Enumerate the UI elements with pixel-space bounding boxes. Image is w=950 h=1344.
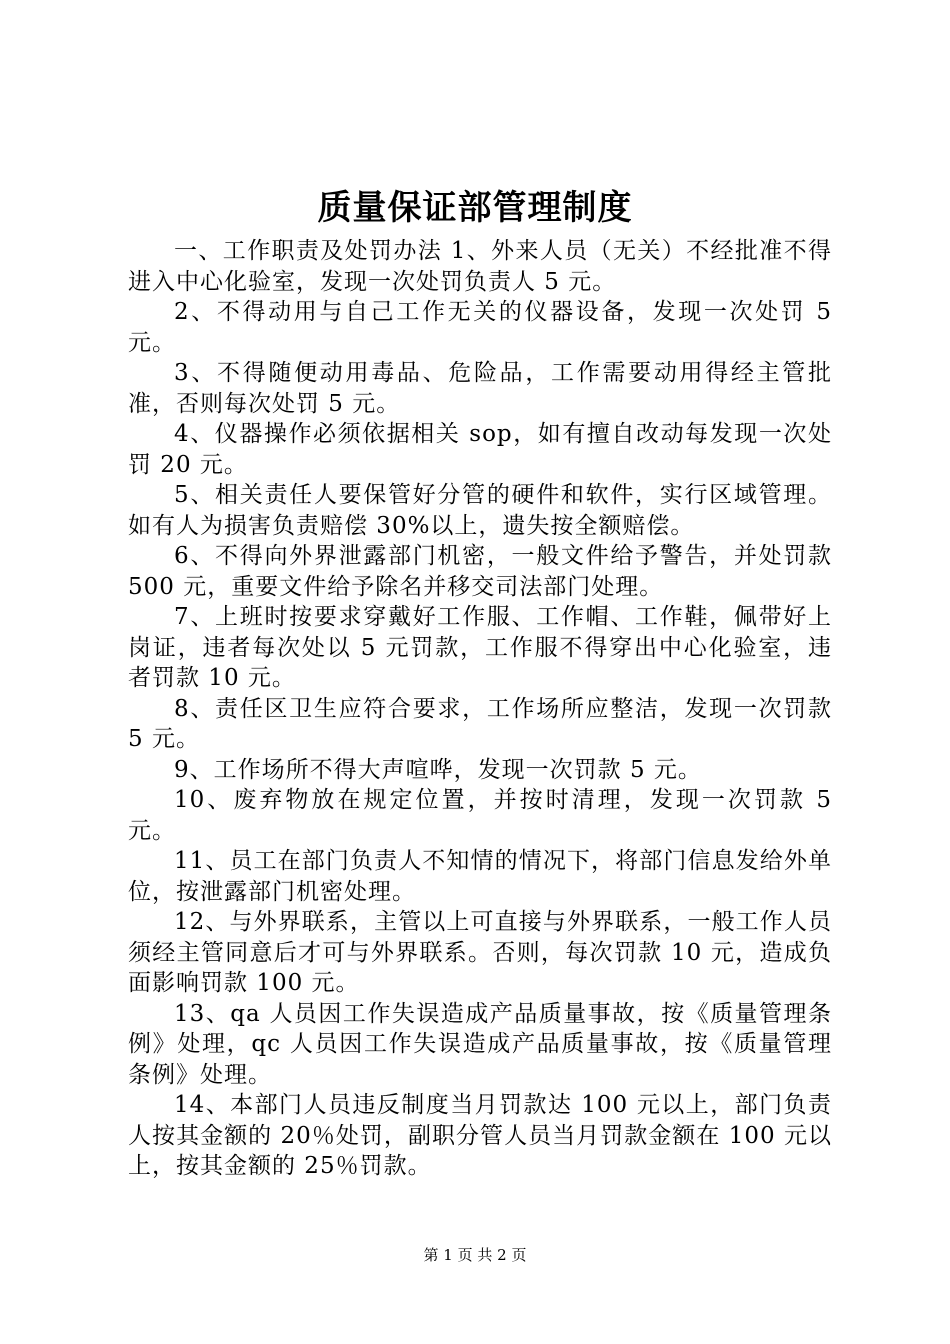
document-body [128,236,832,1182]
paragraph-9: 9、工作场所不得大声喧哗，发现一次罚款 5 元。 [174,756,702,783]
paragraph-4: 4、仪器操作必须依据相关 sop，如有擅自改动每发现一次处罚 20 元。 [128,421,832,478]
paragraph-6: 6、不得向外界泄露部门机密，一般文件给予警告，并处罚款 500 元，重要文件给予除名并移交司法部门处理。 [128,543,832,600]
paragraph-2: 2、不得动用与自己工作无关的仪器设备，发现一次处罚 5 元。 [128,299,832,356]
document-title: 质量保证部管理制度 [317,188,633,228]
paragraph-1: 一、工作职责及处罚办法 1、外来人员（无关）不经批准不得进入中心化验室，发现一次处罚负责人 5 元。 [128,238,832,295]
paragraph-13: 13、qa 人员因工作失误造成产品质量事故，按《质量管理条例》处理，qc 人员因工作失误造成产品质量事故，按《质量管理条例》处理。 [128,1000,832,1088]
paragraph-11: 11、员工在部门负责人不知情的情况下，将部门信息发给外单位，按泄露部门机密处理。 [128,848,832,905]
paragraph-12: 12、与外界联系，主管以上可直接与外界联系，一般工作人员须经主管同意后才可与外界联系。否则，每次罚款 10 元，造成负面影响罚款 100 元。 [128,909,832,996]
paragraph-5: 5、相关责任人要保管好分管的硬件和软件，实行区域管理。如有人为损害负责赔偿 30%以上，遗失按全额赔偿。 [128,482,832,539]
paragraph-7: 7、上班时按要求穿戴好工作服、工作帽、工作鞋，佩带好上岗证，违者每次处以 5 元罚款，工作服不得穿出中心化验室，违者罚款 10 元。 [128,604,832,691]
paragraph-3: 3、不得随便动用毒品、危险品，工作需要动用得经主管批准，否则每次处罚 5 元。 [128,360,832,417]
paragraph-14: 14、本部门人员违反制度当月罚款达 100 元以上，部门负责人按其金额的 20％处罚，副职分管人员当月罚款金额在 100 元以上，按其金额的 25％罚款。 [128,1092,832,1179]
paragraph-8: 8、责任区卫生应符合要求，工作场所应整洁，发现一次罚款 5 元。 [128,695,832,752]
page-footer: 第 1 页 共 2 页 [423,1246,527,1264]
paragraph-10: 10、废弃物放在规定位置，并按时清理，发现一次罚款 5 元。 [128,787,832,844]
